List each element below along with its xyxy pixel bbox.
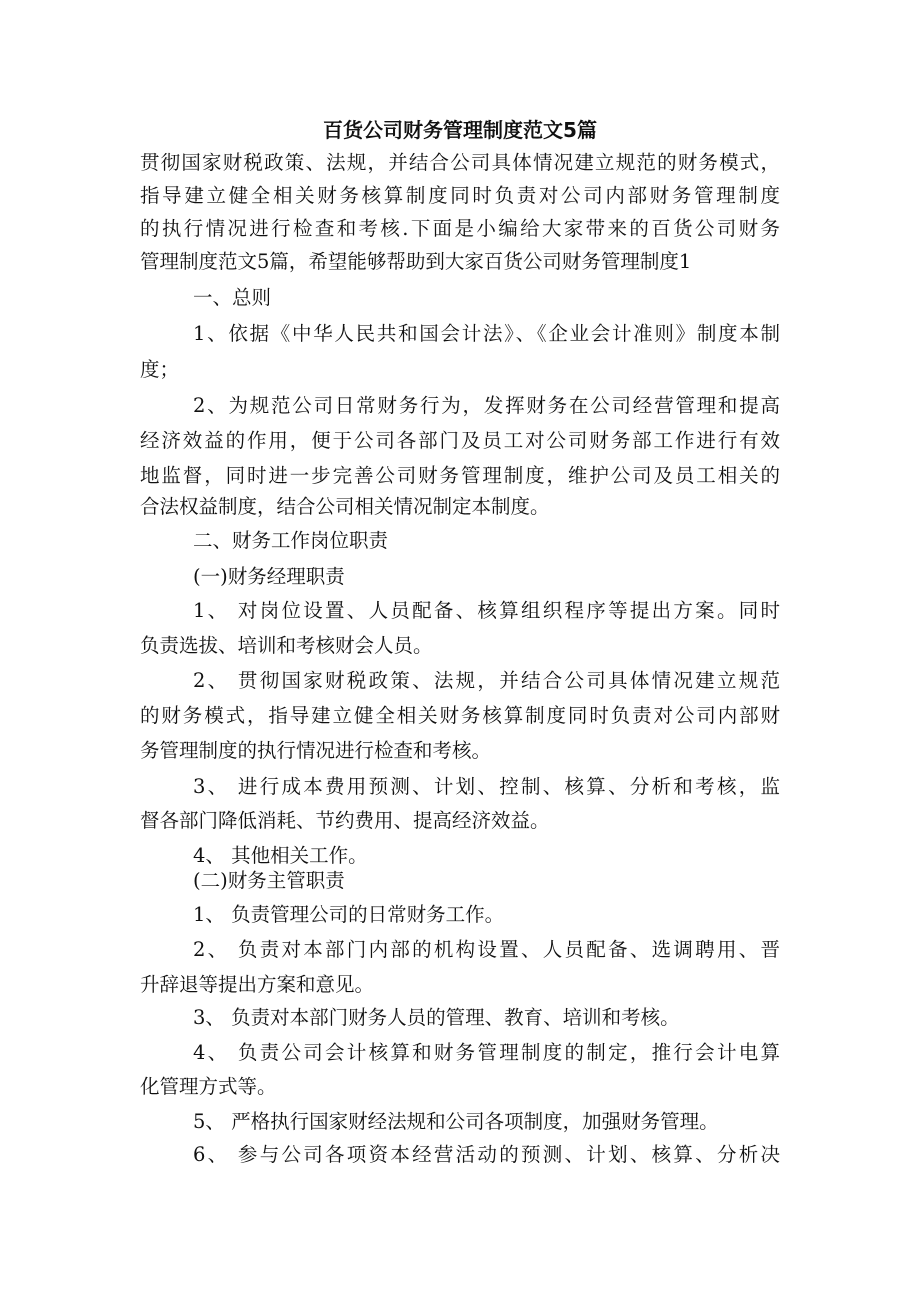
text-line: 4、 负责公司会计核算和财务管理制度的制定，推行会计电算 xyxy=(193,1041,780,1064)
text-line: 2、为规范公司日常财务行为，发挥财务在公司经营管理和提高 xyxy=(193,394,780,417)
text-line: 的执行情况进行检查和考核.下面是小编给大家带来的百货公司财务 xyxy=(140,217,780,240)
text-line: 升辞退等提出方案和意见。 xyxy=(140,973,375,996)
text-line: 负责选拔、培训和考核财会人员。 xyxy=(140,634,433,657)
section-heading: 一、总则 xyxy=(193,286,272,309)
document-title: 百货公司财务管理制度范文5篇 xyxy=(323,118,597,142)
text-line: 1、依据《中华人民共和国会计法》、《企业会计准则》制度本制 xyxy=(193,322,780,345)
text-line: 化管理方式等。 xyxy=(140,1075,277,1098)
text-line: 地监督，同时进一步完善公司财务管理制度，维护公司及员工相关的 xyxy=(140,464,780,487)
text-line: 1、 负责管理公司的日常财务工作。 xyxy=(193,903,505,926)
text-line: 2、 贯彻国家财税政策、法规，并结合公司具体情况建立规范 xyxy=(193,669,780,692)
text-line: 度； xyxy=(140,358,180,381)
text-line: 指导建立健全相关财务核算制度同时负责对公司内部财务管理制度 xyxy=(140,184,780,207)
text-line: 经济效益的作用，便于公司各部门及员工对公司财务部工作进行有效 xyxy=(140,429,780,452)
text-line: 5、 严格执行国家财经法规和公司各项制度，加强财务管理。 xyxy=(193,1110,719,1133)
text-line: 合法权益制度，结合公司相关情况制定本制度。 xyxy=(140,495,550,518)
text-line: 6、 参与公司各项资本经营活动的预测、计划、核算、分析决 xyxy=(193,1143,780,1166)
text-line: 管理制度范文5篇，希望能够帮助到大家百货公司财务管理制度1 xyxy=(140,250,692,273)
text-line: 2、 负责对本部门内部的机构设置、人员配备、选调聘用、晋 xyxy=(193,938,780,961)
subsection-heading: (一)财务经理职责 xyxy=(193,565,345,588)
text-line: 1、 对岗位设置、人员配备、核算组织程序等提出方案。同时 xyxy=(193,599,780,622)
text-line: 4、 其他相关工作。 xyxy=(193,844,368,867)
text-line: 3、 进行成本费用预测、计划、控制、核算、分析和考核，监 xyxy=(193,775,780,798)
section-heading: 二、财务工作岗位职责 xyxy=(193,529,389,552)
text-line: 务管理制度的执行情况进行检查和考核。 xyxy=(140,739,492,762)
subsection-heading: (二)财务主管职责 xyxy=(193,869,345,892)
text-line: 的财务模式，指导建立健全相关财务核算制度同时负责对公司内部财 xyxy=(140,704,780,727)
text-line: 3、 负责对本部门财务人员的管理、教育、培训和考核。 xyxy=(193,1006,680,1029)
text-line: 督各部门降低消耗、节约费用、提高经济效益。 xyxy=(140,809,550,832)
text-line: 贯彻国家财税政策、法规，并结合公司具体情况建立规范的财务模式， xyxy=(140,151,780,174)
